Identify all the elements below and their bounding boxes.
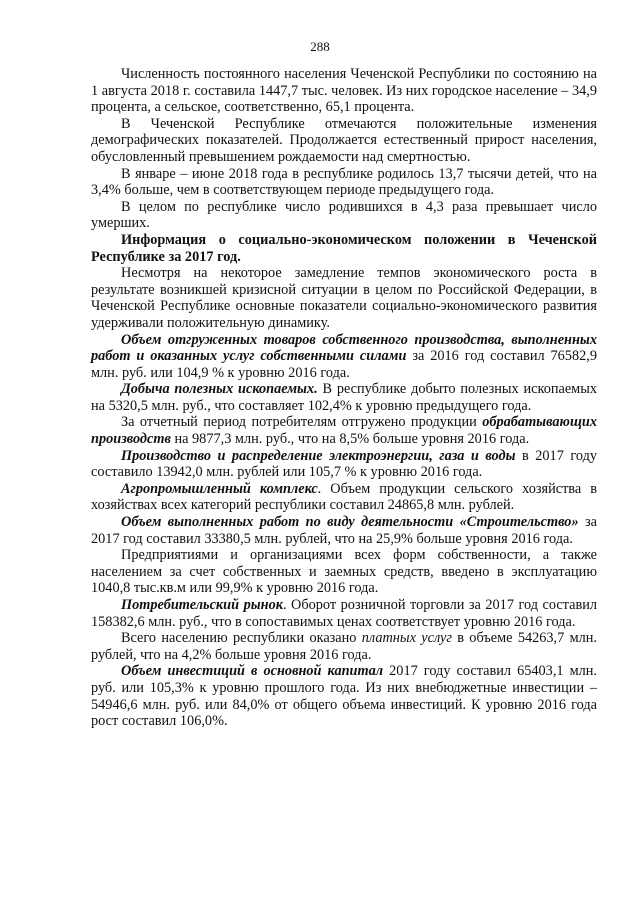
paragraph-retail [91, 597, 597, 630]
text-mining: В республике добыто полезных ископаемых на 5320,5 млн. руб., что составляет 102,4% к уровню предыдущего года. [91, 381, 597, 414]
paragraph-paid-services [91, 630, 597, 663]
term-manufacturing: обрабатывающих производств [91, 414, 597, 448]
paragraph-construction [91, 514, 597, 547]
paragraph-agro [91, 481, 597, 514]
term-utilities: Производство и распределение электроэнергии, газа и воды [121, 447, 516, 464]
document-body [91, 66, 597, 730]
page-number: 288 [310, 39, 330, 54]
text-manufacturing-lead: За отчетный период потребителям отгружено продукции [121, 414, 483, 431]
text-construction: за 2017 год составил 33380,5 млн. рублей, что на 25,9% больше уровня 2016 года. [91, 514, 597, 547]
paragraph-utilities [91, 448, 597, 481]
paragraph-housing: Предприятиями и организациями всех форм собственности, а также населением за счет собственных и заемных средств, введено в эксплуатацию 1040,8 тыс.кв.м или 99,9% к уровню 2016 года. [91, 547, 597, 597]
paragraph-population: Численность постоянного населения Чеченской Республики по состоянию на 1 августа 2018 г. составила 1447,7 тыс. человек. Из них городское население – 34,9 процента, а сельское, соответственно, 65,1 процента. [91, 66, 597, 116]
term-investment: Объем инвестиций в основной капитал [121, 663, 384, 680]
text-paid-services: в объеме 54263,7 млн. рублей, что на 4,2% больше уровня 2016 года. [91, 630, 598, 663]
term-paid-services: платных услуг [361, 630, 452, 647]
paragraph-manufacturing [91, 414, 597, 447]
term-construction: Объем выполненных работ по виду деятельности «Строительство» [121, 514, 579, 531]
text-retail: . Оборот розничной торговли за 2017 год составил 158382,6 млн. руб., что в сопоставимых ценах соответствует уровню 2016 года. [91, 597, 597, 630]
paragraph-mining [91, 381, 597, 414]
text-manufacturing: на 9877,3 млн. руб., что на 8,5% больше уровня 2016 года. [170, 431, 530, 448]
paragraph-births: В январе – июне 2018 года в республике родилось 13,7 тысячи детей, что на 3,4% больше, чем в соответствующем периоде предыдущего года. [91, 165, 597, 199]
term-retail: Потребительский рынок [121, 597, 283, 613]
paragraph-investment [91, 663, 597, 729]
paragraph-birth-ratio: В целом по республике число родившихся в 4,3 раза превышает число умерших. [91, 198, 597, 232]
text-paid-services-lead: Всего населению республики оказано [121, 630, 362, 647]
text-utilities: в 2017 году составило 13942,0 млн. рублей или 105,7 % к уровню 2016 года. [91, 447, 597, 481]
text-shipped-goods: за 2016 год составил 76582,9 млн. руб. или 104,9 % к уровню 2016 года. [91, 348, 597, 381]
text-agro: . Объем продукции сельского хозяйства в хозяйствах всех категорий республики составил 24865,8 млн. рублей. [91, 480, 597, 514]
section-heading: Информация о социально-экономическом положении в Чеченской Республике за 2017 год. [91, 231, 597, 265]
paragraph-shipped-goods [91, 332, 597, 382]
term-mining: Добыча полезных ископаемых. [121, 381, 318, 398]
term-shipped-goods: Объем отгруженных товаров собственного производства, выполненных работ и оказанных услуг собственными силами [91, 331, 597, 365]
paragraph-economy: Несмотря на некоторое замедление темпов экономического роста в результате возникшей кризисной ситуации в целом по Российской Федерации, в Чеченской Республике основные показатели социально-экономического развития удерживали положительную динамику. [91, 265, 597, 331]
text-investment: 2017 году составил 65403,1 млн. руб. или 105,3% к уровню прошлого года. Из них внебюджетные инвестиции – 54946,6 млн. руб. или 84,0% от общего объема инвестиций. К уровню 2016 года рост составил 106,0%. [91, 663, 598, 730]
paragraph-demography: В Чеченской Республике отмечаются положительные изменения демографических показателей. Продолжается естественный прирост населения, обусловленный превышением рождаемости над смертностью. [91, 115, 597, 165]
term-agro: Агропромышленный комплекс [121, 480, 318, 497]
